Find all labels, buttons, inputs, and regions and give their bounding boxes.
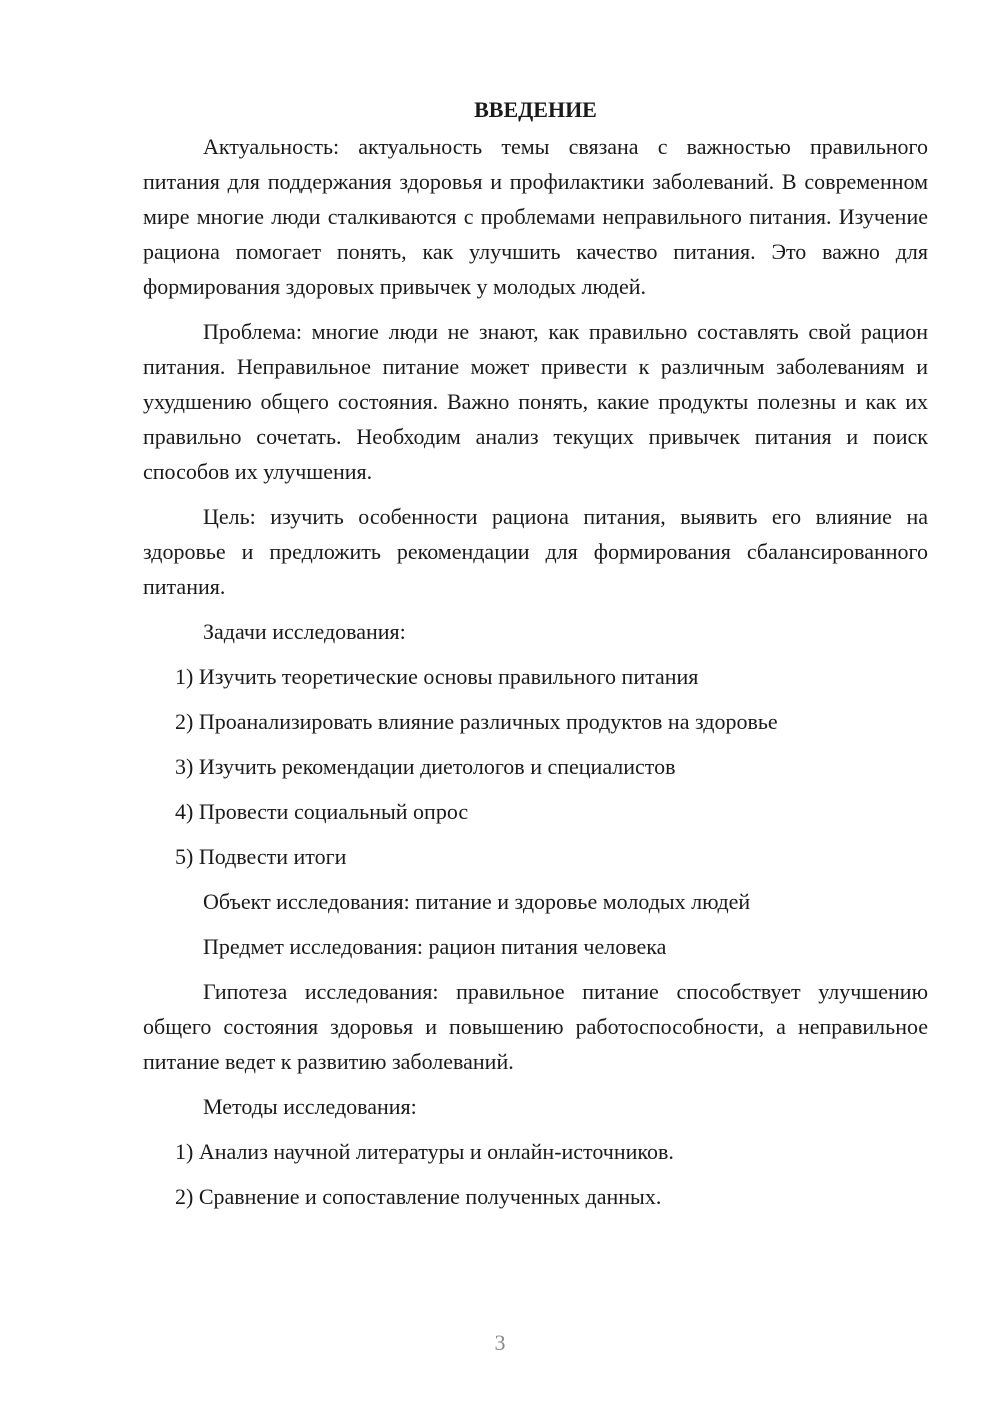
task-item: 5) Подвести итоги <box>175 844 347 869</box>
task-item: 4) Провести социальный опрос <box>175 799 469 824</box>
object-line: Объект исследования: питание и здоровье молодых людей <box>203 889 751 914</box>
method-item: 1) Анализ научной литературы и онлайн-источников. <box>175 1139 674 1164</box>
task-item: 3) Изучить рекомендации диетологов и специалистов <box>175 754 676 779</box>
document-page <box>143 92 928 1224</box>
methods-title: Методы исследования: <box>203 1094 417 1119</box>
tasks-title: Задачи исследования: <box>203 619 406 644</box>
goal-paragraph: Цель: изучить особенности рациона питания, выявить его влияние на здоровье и предложить рекомендации для формирования сбалансированного питания. <box>143 504 928 599</box>
method-item: 2) Сравнение и сопоставление полученных данных. <box>175 1184 662 1209</box>
hypothesis-paragraph: Гипотеза исследования: правильное питание способствует улучшению общего состояния здоровья и повышению работоспособности, а неправильное питание ведет к развитию заболеваний. <box>143 979 928 1074</box>
relevance-paragraph: Актуальность: актуальность темы связана с важностью правильного питания для поддержания здоровья и профилактики заболеваний. В современном мире многие люди сталкиваются с проблемами неправильного питания. Изучение рациона помогает понять, как улучшить качество питания. Это важно для формирования здоровых привычек у молодых людей. <box>143 134 928 299</box>
section-heading: ВВЕДЕНИЕ <box>474 97 597 122</box>
task-item: 2) Проанализировать влияние различных продуктов на здоровье <box>175 709 778 734</box>
problem-paragraph: Проблема: многие люди не знают, как правильно составлять свой рацион питания. Неправильное питание может привести к различным заболеваниям и ухудшению общего состояния. Важно понять, какие продукты полезны и как их правильно сочетать. Необходим анализ текущих привычек питания и поиск способов их улучшения. <box>143 319 928 484</box>
task-item: 1) Изучить теоретические основы правильного питания <box>175 664 699 689</box>
subject-line: Предмет исследования: рацион питания человека <box>203 934 667 959</box>
page-number: 3 <box>494 1330 506 1355</box>
